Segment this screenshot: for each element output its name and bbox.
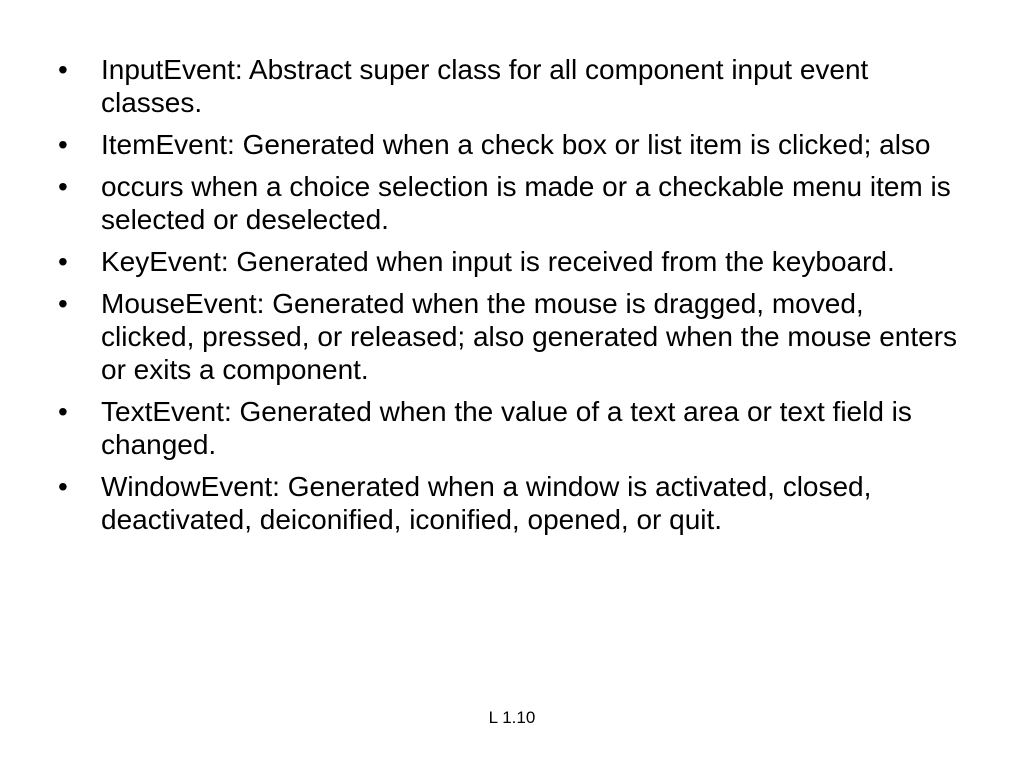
bullet-text: occurs when a choice selection is made or a checkable menu item is selected or deselected. xyxy=(101,171,951,235)
bullet-dot-icon: • xyxy=(58,246,68,277)
bullet-item-key-event xyxy=(58,245,958,278)
bullet-item-text-event xyxy=(58,395,958,461)
slide-number: L 1.10 xyxy=(488,708,536,727)
bullet-text: KeyEvent: Generated when input is received from the keyboard. xyxy=(101,246,895,277)
bullet-dot-icon: • xyxy=(58,171,68,202)
bullet-item-item-event xyxy=(58,128,958,161)
bullet-text: ItemEvent: Generated when a check box or list item is clicked; also xyxy=(101,129,931,160)
bullet-list xyxy=(58,53,958,545)
bullet-dot-icon: • xyxy=(58,129,68,160)
bullet-item-input-event xyxy=(58,53,958,119)
bullet-item-item-event-continued xyxy=(58,170,958,236)
bullet-text: TextEvent: Generated when the value of a text area or text field is changed. xyxy=(101,396,912,460)
bullet-dot-icon: • xyxy=(58,54,68,85)
bullet-text: InputEvent: Abstract super class for all component input event classes. xyxy=(101,54,869,118)
bullet-text: WindowEvent: Generated when a window is activated, closed, deactivated, deiconified, iconified, opened, or quit. xyxy=(101,471,872,535)
bullet-text: MouseEvent: Generated when the mouse is dragged, moved, clicked, pressed, or released; also generated when the mouse enters or exits a component. xyxy=(101,288,958,385)
bullet-dot-icon: • xyxy=(58,471,68,502)
bullet-item-mouse-event xyxy=(58,287,958,386)
bullet-dot-icon: • xyxy=(58,396,68,427)
bullet-dot-icon: • xyxy=(58,288,68,319)
bullet-item-window-event xyxy=(58,470,958,536)
